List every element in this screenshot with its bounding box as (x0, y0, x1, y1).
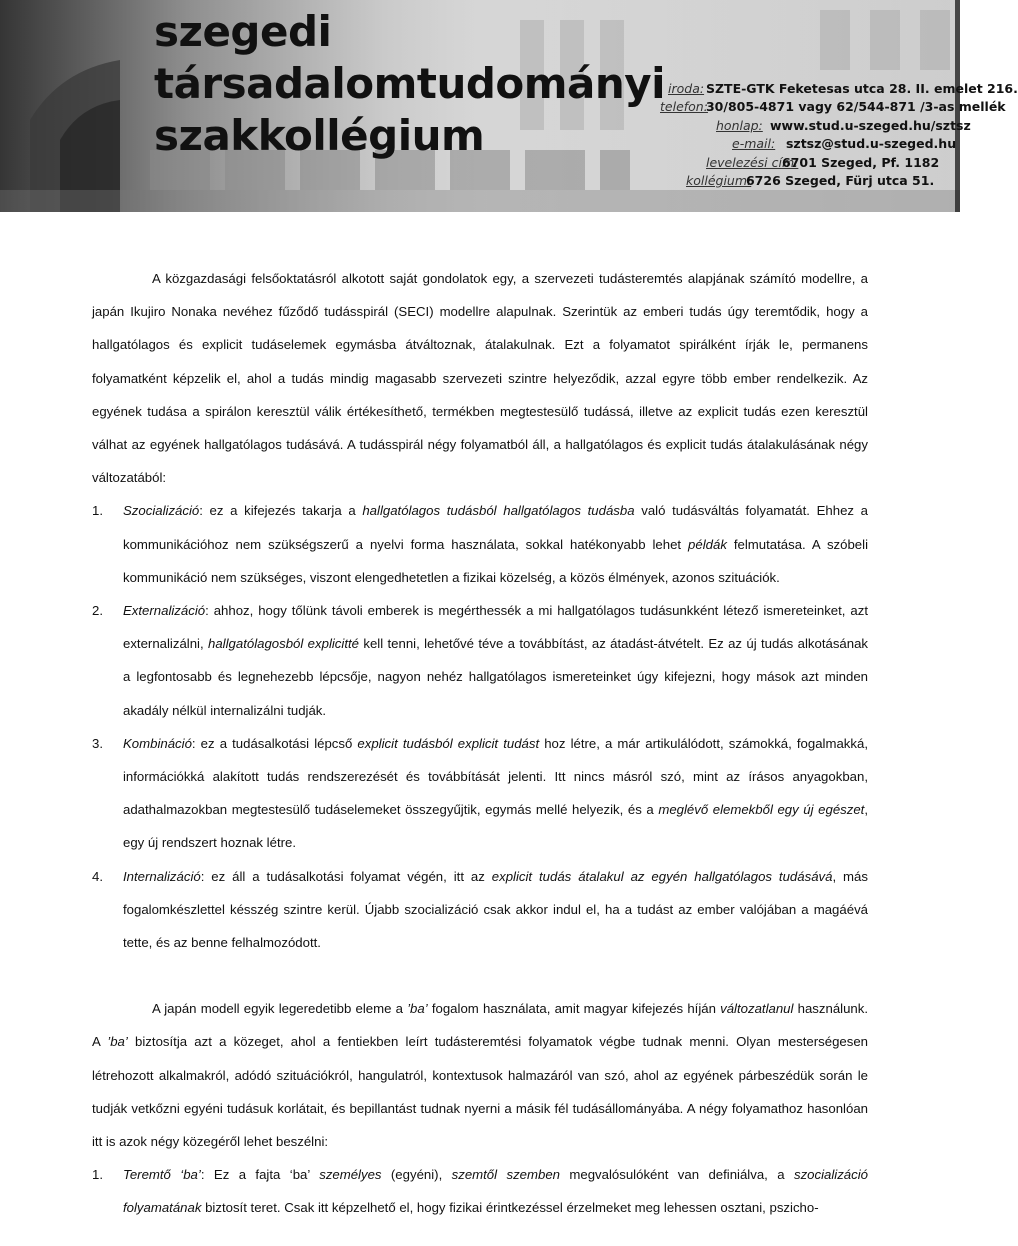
list-number: 1. (92, 1167, 103, 1183)
contact-value: 6726 Szeged, Fürj utca 51. (745, 173, 935, 189)
italic-text-run: Szocializáció (123, 503, 200, 519)
italic-text-run: szocializáció folyamatának (123, 1167, 868, 1216)
italic-text-run: explicit tudás átalakul az egyén hallgatólagos tudásává (491, 868, 833, 884)
list-item (92, 494, 868, 594)
title-line: szakkollégium (154, 111, 485, 160)
list-item-text (123, 727, 868, 860)
italic-text-run: Internalizáció (123, 868, 201, 884)
organization-name (154, 6, 665, 162)
text-run: , egy új rendszert hoznak létre. (123, 802, 869, 851)
italic-text-run: hallgatólagosból explicitté (208, 636, 359, 652)
text-run: használunk. A (92, 1001, 869, 1050)
ba-list (92, 1158, 868, 1224)
italic-text-run: Externalizáció (123, 603, 206, 619)
contact-row-email (650, 135, 1018, 153)
italic-text-run: személyes (319, 1167, 382, 1183)
list-item-text (123, 1158, 868, 1224)
contact-label: levelezési cím: (706, 154, 799, 170)
italic-text-run: Teremtő ‘ba’ (123, 1167, 201, 1183)
italic-text-run: ’ba’ (407, 1001, 428, 1017)
text-run: : ez a kifejezés takarja a (199, 503, 363, 519)
contact-row-mail-address (650, 154, 1018, 172)
text-run: : Ez a fajta ‘ba’ (200, 1167, 320, 1183)
text-run: megvalósulóként van definiálva, a (560, 1167, 794, 1183)
list-item (92, 727, 868, 860)
italic-text-run: szemtől szemben (451, 1167, 560, 1183)
italic-text-run: Kombináció (123, 735, 192, 751)
contact-label: iroda: (668, 81, 705, 96)
contact-value: 6701 Szeged, Pf. 1182 (781, 154, 940, 170)
contact-label: kollégium: (686, 173, 752, 189)
contact-block (650, 80, 1018, 190)
text-run: A japán modell egyik legeredetibb eleme a (152, 1001, 408, 1017)
contact-label: honlap: (716, 117, 763, 133)
contact-value[interactable]: www.stud.u-szeged.hu/sztsz (769, 117, 971, 133)
text-run: : ahhoz, hogy tőlünk távoli emberek is megérthessék a mi hallgatólagos tudásunkként létező ismereteinket, azt externalizálni, (123, 603, 868, 652)
text-run: kell tenni, lehetővé téve a továbbítást, az átadást-átvételt. Ez az új tudás alkotásának a legfontosabb és legnehezebb lépcsője, nagyon nehéz hallgatólagos ismereteinket úgy kifejezni, hogy mások azt minden akadály nélkül internalizálni tudják. (123, 636, 869, 718)
text-run: biztosít teret. Csak itt képzelhető el, hogy fizikai érintkezéssel érzelmeket meg lehessen osztani, pszicho- (201, 1200, 819, 1216)
paragraph-spacer (92, 959, 868, 992)
text-run: : ez a tudásalkotási lépcső (191, 735, 358, 751)
list-item (92, 860, 868, 960)
list-item (92, 1158, 868, 1224)
seci-list (92, 494, 868, 959)
contact-row-phone (650, 98, 1018, 116)
text-run: biztosítja azt a közeget, ahol a fentiekben leírt tudásteremtési folyamatok végbe tudnak menni. Olyan mesterségesen létrehozott alkalmakról, adódó szituációkról, hangulatról, kontextusok halmazáról van szó, ahol az egyének párbeszédük során le tudják vetkőzni egyéni tudásuk korlátait, és bepillantást tudnak nyerni a másik fél tudásállományába. A négy folyamathoz hasonlóan itt is azok négy közegéről lehet beszélni: (92, 1034, 868, 1150)
italic-text-run: explicit tudásból explicit tudást (357, 735, 540, 751)
contact-value: 30/805-4871 vagy 62/544-871 /3-as mellék (705, 99, 1006, 115)
list-number: 2. (92, 603, 103, 619)
contact-value: SZTE-GTK Feketesas utca 28. II. emelet 216. (705, 81, 1018, 96)
text-run: (egyéni), (381, 1167, 452, 1183)
list-item-text (123, 860, 868, 960)
italic-text-run: példák (688, 536, 727, 552)
italic-text-run: meglévő elemekből egy új egészet (658, 802, 865, 818)
list-number: 1. (92, 503, 103, 519)
title-line: szegedi (154, 7, 332, 56)
list-item (92, 594, 868, 727)
italic-text-run: hallgatólagos tudásból hallgatólagos tudásba (362, 503, 635, 519)
paragraph-ba (92, 992, 868, 1158)
italic-text-run: ’ba’ (107, 1034, 128, 1050)
paragraph-intro: A közgazdasági felsőoktatásról alkotott saját gondolatok egy, a szervezeti tudásteremtés alapjának számító modellre, a japán Ikujiro Nonaka nevéhez fűződő tudásspirál (SECI) modellre alapulnak. Szerintük az emberi tudás úgy teremtődik, hogy a hallgatólagos és explicit tudáselemek egymásba átváltoznak, átalakulnak. Ezt a folyamatot spirálként írják le, permanens folyamatként képzelik el, ahol a tudás mindig magasabb szervezeti szintre helyeződik, azzal egyre több ember rendelkezik. Az egyének tudása a spirálon keresztül válik értékesíthető, termékben megtestesülő tudássá, illetve az explicit tudás ezen keresztül válhat az egyének hallgatólagos tudásává. A tudásspirál négy folyamatból áll, a hallgatólagos és explicit tudás átalakulásának négy változatából: (92, 271, 868, 486)
contact-row-website (650, 117, 1018, 135)
list-number: 3. (92, 735, 103, 751)
contact-label: telefon: (660, 99, 708, 115)
italic-text-run: változatlanul (720, 1001, 794, 1017)
text-run: , más fogalomkészlettel késszég szintre kerül. Újabb szocializáció csak akkor indul el, ha a tudást az ember valójában a magáévá tette, és az benne felhalmozódott. (123, 868, 868, 951)
list-item-text (123, 494, 868, 594)
letterhead-banner (0, 0, 1018, 212)
contact-label: e-mail: (732, 136, 776, 152)
contact-row-dormitory (650, 172, 1018, 190)
list-number: 4. (92, 868, 103, 884)
title-line: társadalomtudományi (154, 59, 666, 108)
text-run: fogalom használata, amit magyar kifejezés híján (427, 1001, 721, 1017)
text-run: való tudásváltás folyamatát. Ehhez a kommunikációhoz nem szükségszerű a nyelvi forma használata, sokkal hatékonyabb lehet (123, 503, 868, 552)
contact-value[interactable]: sztsz@stud.u-szeged.hu (785, 136, 957, 152)
text-run: hoz létre, a már artikulálódott, számokká, fogalmakká, információkká alakított tudás rendszerezését és továbbítását jelenti. Itt nincs másról szó, mint az írásos anyagokban, adathalmazokban megtestesülő tudáselemeket összegyűjtik, egymás mellé helyezik, és a (123, 735, 868, 818)
contact-row-office (650, 80, 1018, 98)
text-run: felmutatása. A szóbeli kommunikáció nem szükséges, viszont elengedhetetlen a fizikai közelség, a közös élmények, azonos szituációk. (123, 536, 868, 585)
text-run: : ez áll a tudásalkotási folyamat végén, itt az (200, 868, 492, 884)
list-item-text (123, 594, 868, 727)
document-body (92, 262, 868, 1225)
